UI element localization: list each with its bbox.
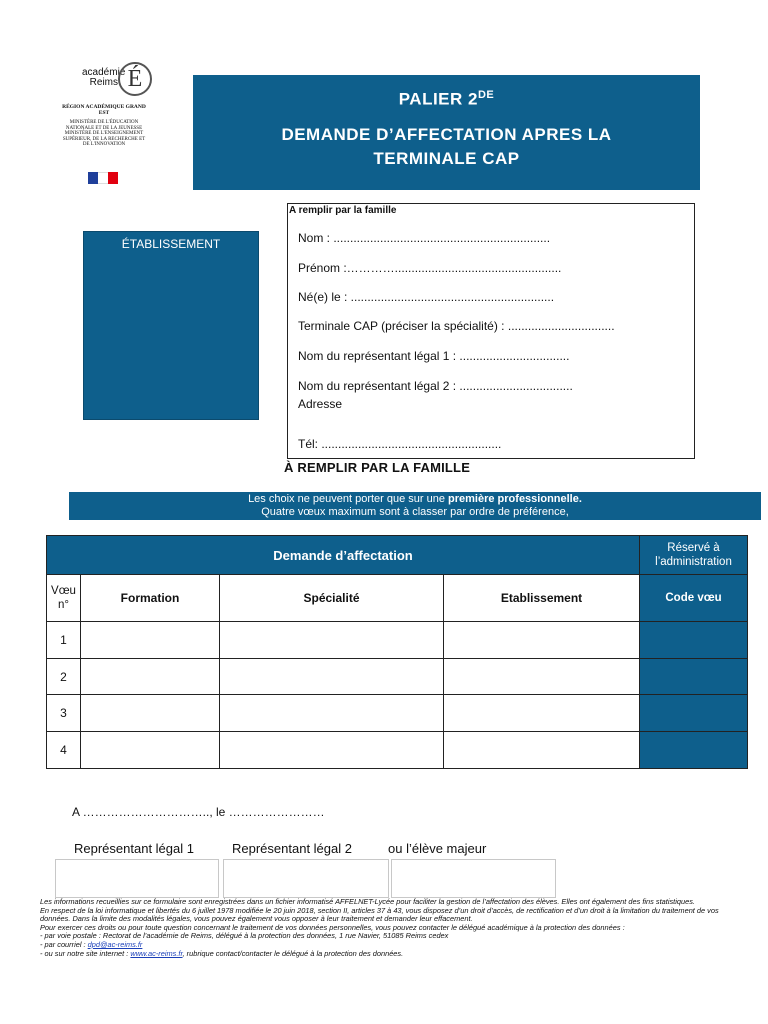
title-banner — [193, 75, 700, 190]
title-palier — [193, 89, 700, 110]
etablissement-cell[interactable] — [444, 695, 640, 732]
code-voeu-cell — [640, 622, 748, 659]
col-formation-header: Formation — [81, 575, 220, 622]
etablissement-stamp-box — [83, 231, 259, 420]
table-title-row — [47, 536, 748, 575]
logo-region: RÉGION ACADÉMIQUE GRAND EST — [62, 104, 146, 116]
code-voeu-cell — [640, 695, 748, 732]
field-representant-2[interactable]: Nom du représentant légal 2 : .................................. — [298, 379, 573, 393]
title-line1: PALIER 2 — [398, 89, 478, 109]
code-voeu-cell — [640, 659, 748, 695]
field-date-naissance[interactable]: Né(e) le : ............................................................. — [298, 290, 555, 304]
signature-box-rep2[interactable] — [223, 859, 389, 898]
family-box-heading: A remplir par la famille — [289, 205, 397, 216]
table-row — [47, 695, 748, 732]
place-date-line[interactable]: A ………………………….., le …………………… — [72, 805, 325, 819]
specialite-cell[interactable] — [220, 659, 444, 695]
field-adresse[interactable]: Adresse — [298, 397, 343, 411]
legal-p6 — [40, 950, 732, 959]
formation-cell[interactable] — [81, 732, 220, 769]
code-voeu-cell — [640, 732, 748, 769]
table-row — [47, 732, 748, 769]
col-code-header: Code vœu — [640, 575, 748, 622]
specialite-cell[interactable] — [220, 622, 444, 659]
signature-box-eleve[interactable] — [391, 859, 556, 898]
formation-cell[interactable] — [81, 659, 220, 695]
signature-box-rep1[interactable] — [55, 859, 219, 898]
fill-by-family-heading: À REMPLIR PAR LA FAMILLE — [284, 460, 471, 475]
signature-label-rep1: Représentant légal 1 — [74, 841, 194, 856]
etablissement-cell[interactable] — [444, 732, 640, 769]
etablissement-label: ÉTABLISSEMENT — [121, 237, 221, 251]
title-superscript: DE — [477, 89, 495, 101]
logo-brand — [82, 67, 126, 88]
col-voeu-header: Vœu n° — [47, 575, 81, 622]
reserved-admin-header: Réservé à l’administration — [640, 536, 748, 575]
specialite-cell[interactable] — [220, 732, 444, 769]
signature-label-eleve: ou l’élève majeur — [388, 841, 487, 856]
table-row — [47, 622, 748, 659]
voeu-number: 3 — [47, 695, 81, 732]
table-header-row — [47, 575, 748, 622]
choices-line1-bold: première professionnelle. — [448, 493, 582, 505]
etablissement-cell[interactable] — [444, 659, 640, 695]
legal-p3: Pour exercer ces droits ou pour toute question concernant le traitement de vos données personnelles, vous pouvez contacter le délégué académique à la protection des données : — [40, 922, 625, 932]
field-terminale-cap[interactable]: Terminale CAP (préciser la spécialité) : ................................ — [298, 319, 615, 333]
family-info-box — [287, 203, 695, 459]
legal-notice — [40, 898, 732, 958]
legal-p4: - par voie postale : Rectorat de l’académie de Reims, délégué à la protection des données, 1 rue Navier, 51085 Reims cedex — [40, 931, 449, 941]
field-prenom[interactable]: Prénom :………….................................................. — [298, 261, 562, 275]
etablissement-cell[interactable] — [444, 622, 640, 659]
logo-ministry: MINISTÈRE DE L'ÉDUCATION NATIONALE ET DE LA JEUNESSE MINISTÈRE DE L'ENSEIGNEMENT SUPÉRIEUR, DE LA RECHERCHE ET DE L'INNOVATION — [62, 120, 146, 148]
logo-letter: É — [118, 62, 152, 96]
dpd-email-link[interactable]: dpd@ac-reims.fr — [87, 939, 143, 949]
voeu-number: 1 — [47, 622, 81, 659]
field-representant-1[interactable]: Nom du représentant légal 1 : ................................. — [298, 349, 570, 363]
formation-cell[interactable] — [81, 622, 220, 659]
title-demande: DEMANDE D’AFFECTATION APRES LA TERMINALE CAP — [281, 125, 612, 168]
logo-brand-line1: académie — [82, 67, 126, 78]
choices-notice — [69, 492, 761, 520]
choices-line1 — [69, 493, 761, 506]
website-link[interactable]: www.ac-reims.fr — [130, 948, 183, 958]
col-specialite-header: Spécialité — [220, 575, 444, 622]
specialite-cell[interactable] — [220, 695, 444, 732]
voeu-number: 2 — [47, 659, 81, 695]
formation-cell[interactable] — [81, 695, 220, 732]
voeu-number: 4 — [47, 732, 81, 769]
choices-line2: Quatre vœux maximum sont à classer par ordre de préférence, — [261, 506, 569, 518]
field-nom[interactable]: Nom : ................................................................. — [298, 231, 551, 245]
signature-label-rep2: Représentant légal 2 — [232, 841, 352, 856]
french-flag-icon — [88, 172, 118, 184]
col-etablissement-header: Etablissement — [444, 575, 640, 622]
logo-brand-line2: Reims — [89, 77, 118, 88]
affectation-table — [46, 535, 748, 769]
table-title: Demande d’affectation — [47, 536, 640, 575]
legal-p6-text: - ou sur notre site internet : — [40, 948, 131, 958]
legal-p6-suffix: , rubrique contact/contacter le délégué à la protection des données. — [182, 948, 404, 958]
field-telephone[interactable]: Tél: ...................................................... — [298, 437, 502, 451]
table-row — [47, 659, 748, 695]
legal-p1: Les informations recueillies sur ce formulaire sont enregistrées dans un fichier informatisé AFFELNET-Lycée pour faciliter la gestion de l’affectation des élèves. Elles ont également des fins statistiques. — [40, 897, 695, 906]
legal-p2: En respect de la loi informatique et libertés du 6 juillet 1978 modifiée le 20 juin 2018, section II, articles 37 à 43, vous disposez d’un droit d’accès, de rectification et d’un droit à la limitation du traitement de vos données. Dans la limite des modalités légales, vous pouvez également vous opposer à leur traitement et demander leur effacement. — [40, 905, 719, 924]
legal-p5-text: - par courriel : — [40, 939, 88, 949]
academie-logo — [56, 54, 152, 194]
choices-line1-text: Les choix ne peuvent porter que sur une — [248, 493, 449, 505]
